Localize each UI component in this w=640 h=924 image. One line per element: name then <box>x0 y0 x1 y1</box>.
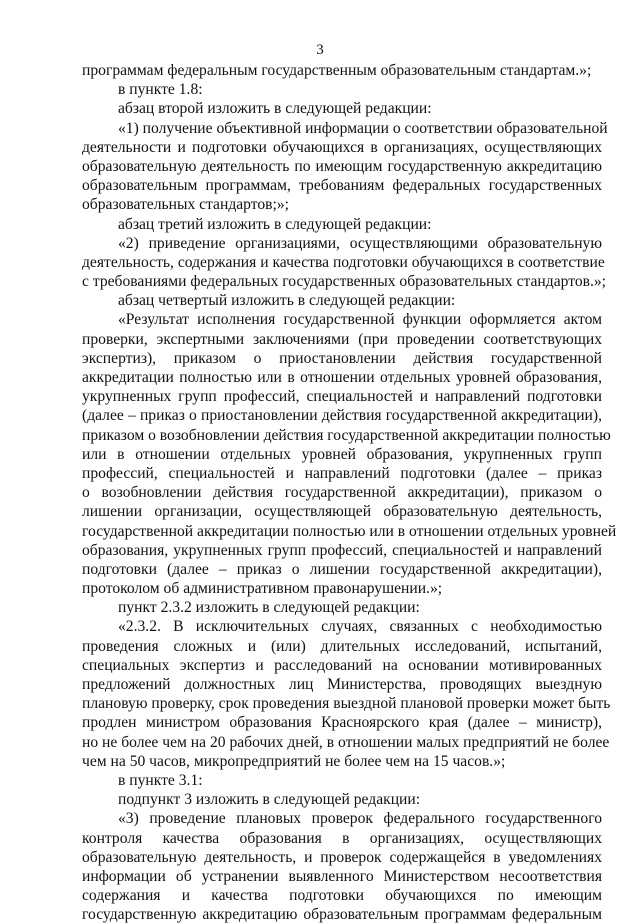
text-line: абзац третий изложить в следующей редакции: <box>118 215 432 233</box>
text-line: или в отношении отдельных уровней образования, укрупненных групп <box>82 445 602 463</box>
text-line: профессий, специальностей и направлений подготовки (далее – приказ <box>82 464 602 482</box>
text-line: содержания и качества подготовки обучающихся по имеющим <box>82 887 602 905</box>
text-line: деятельность, содержания и качества подготовки обучающихся в соответствие <box>82 253 605 271</box>
text-line: государственную аккредитацию образовательным программам федеральным <box>82 906 602 924</box>
text-line: с требованиями федеральных государственных образовательных стандартов.»; <box>82 273 607 291</box>
text-line: предложений должностных лиц Министерства, проводящих выездную <box>82 676 602 693</box>
text-line: аккредитации полностью или в отношении отдельных уровней образования, <box>82 369 602 386</box>
text-line: проверки, экспертными заключениями (при проведении соответствующих <box>82 330 602 348</box>
text-line: образовательным программам, требованиям федеральных государственных <box>82 177 602 195</box>
text-line: специальных экспертиз и расследований на основании мотивированных <box>82 656 602 674</box>
text-line: лишении организации, осуществляющей образовательную деятельность, <box>82 503 602 521</box>
text-line: «1) получение объективной информации о соответствии образовательной <box>118 119 608 137</box>
text-line: образовательных стандартов;»; <box>82 196 290 214</box>
text-line: укрупненных групп профессий, специальностей и направлений подготовки <box>82 388 602 406</box>
text-line: подпункт 3 изложить в следующей редакции: <box>118 791 421 809</box>
document-body <box>82 61 617 924</box>
text-line: в пункте 3.1: <box>118 771 203 789</box>
text-line: о возобновлении действия государственной аккредитации), приказом о <box>82 484 602 502</box>
text-line: продлен министром образования Красноярского края (далее – министр), <box>82 714 602 732</box>
text-line: чем на 50 часов, микропредприятий не более чем на 15 часов.»; <box>82 752 506 770</box>
text-line: информации об устранении выявленного Министерством несоответствия <box>82 867 602 885</box>
text-line: образования, укрупненных групп профессий, специальностей и направлений <box>82 541 602 559</box>
text-line: (далее – приказ о приостановлении действия государственной аккредитации), <box>82 407 602 425</box>
text-line: государственной аккредитации полностью или в отношении отдельных уровней <box>82 522 617 540</box>
text-line: пункт 2.3.2 изложить в следующей редакции: <box>118 599 420 617</box>
text-line: деятельности и подготовки обучающихся в организациях, осуществляющих <box>82 138 602 156</box>
text-line: «Результат исполнения государственной функции оформляется актом <box>118 311 602 329</box>
text-line: протоколом об административном правонарушении.»; <box>82 580 443 598</box>
text-line: но не более чем на 20 рабочих дней, в отношении малых предприятий не более <box>82 733 610 751</box>
text-line: приказом о возобновлении действия государственной аккредитации полностью <box>82 426 611 444</box>
text-line: плановую проверку, срок проведения выездной плановой проверки может быть <box>82 695 611 713</box>
text-line: в пункте 1.8: <box>118 81 203 99</box>
text-line: образовательную деятельность по имеющим государственную аккредитацию <box>82 157 602 175</box>
text-line: экспертиз), приказом о приостановлении действия государственной <box>82 349 602 367</box>
text-line: проведения сложных и (или) длительных исследований, испытаний, <box>82 637 602 655</box>
text-line: «3) проведение плановых проверок федерального государственного <box>118 810 602 828</box>
text-line: абзац второй изложить в следующей редакции: <box>118 100 432 118</box>
text-line: «2) приведение организациями, осуществляющими образовательную <box>118 234 602 252</box>
text-line: образовательную деятельность, и проверок содержащейся в уведомлениях <box>82 848 602 866</box>
text-line: абзац четвертый изложить в следующей редакции: <box>118 292 456 310</box>
page-number: 3 <box>316 42 324 58</box>
text-line: контроля качества образования в организациях, осуществляющих <box>82 829 602 847</box>
text-line: программам федеральным государственным образовательным стандартам.»; <box>82 62 592 79</box>
text-line: «2.3.2. В исключительных случаях, связанных с необходимостью <box>118 618 602 636</box>
text-line: подготовки (далее – приказ о лишении государственной аккредитации), <box>82 560 602 578</box>
